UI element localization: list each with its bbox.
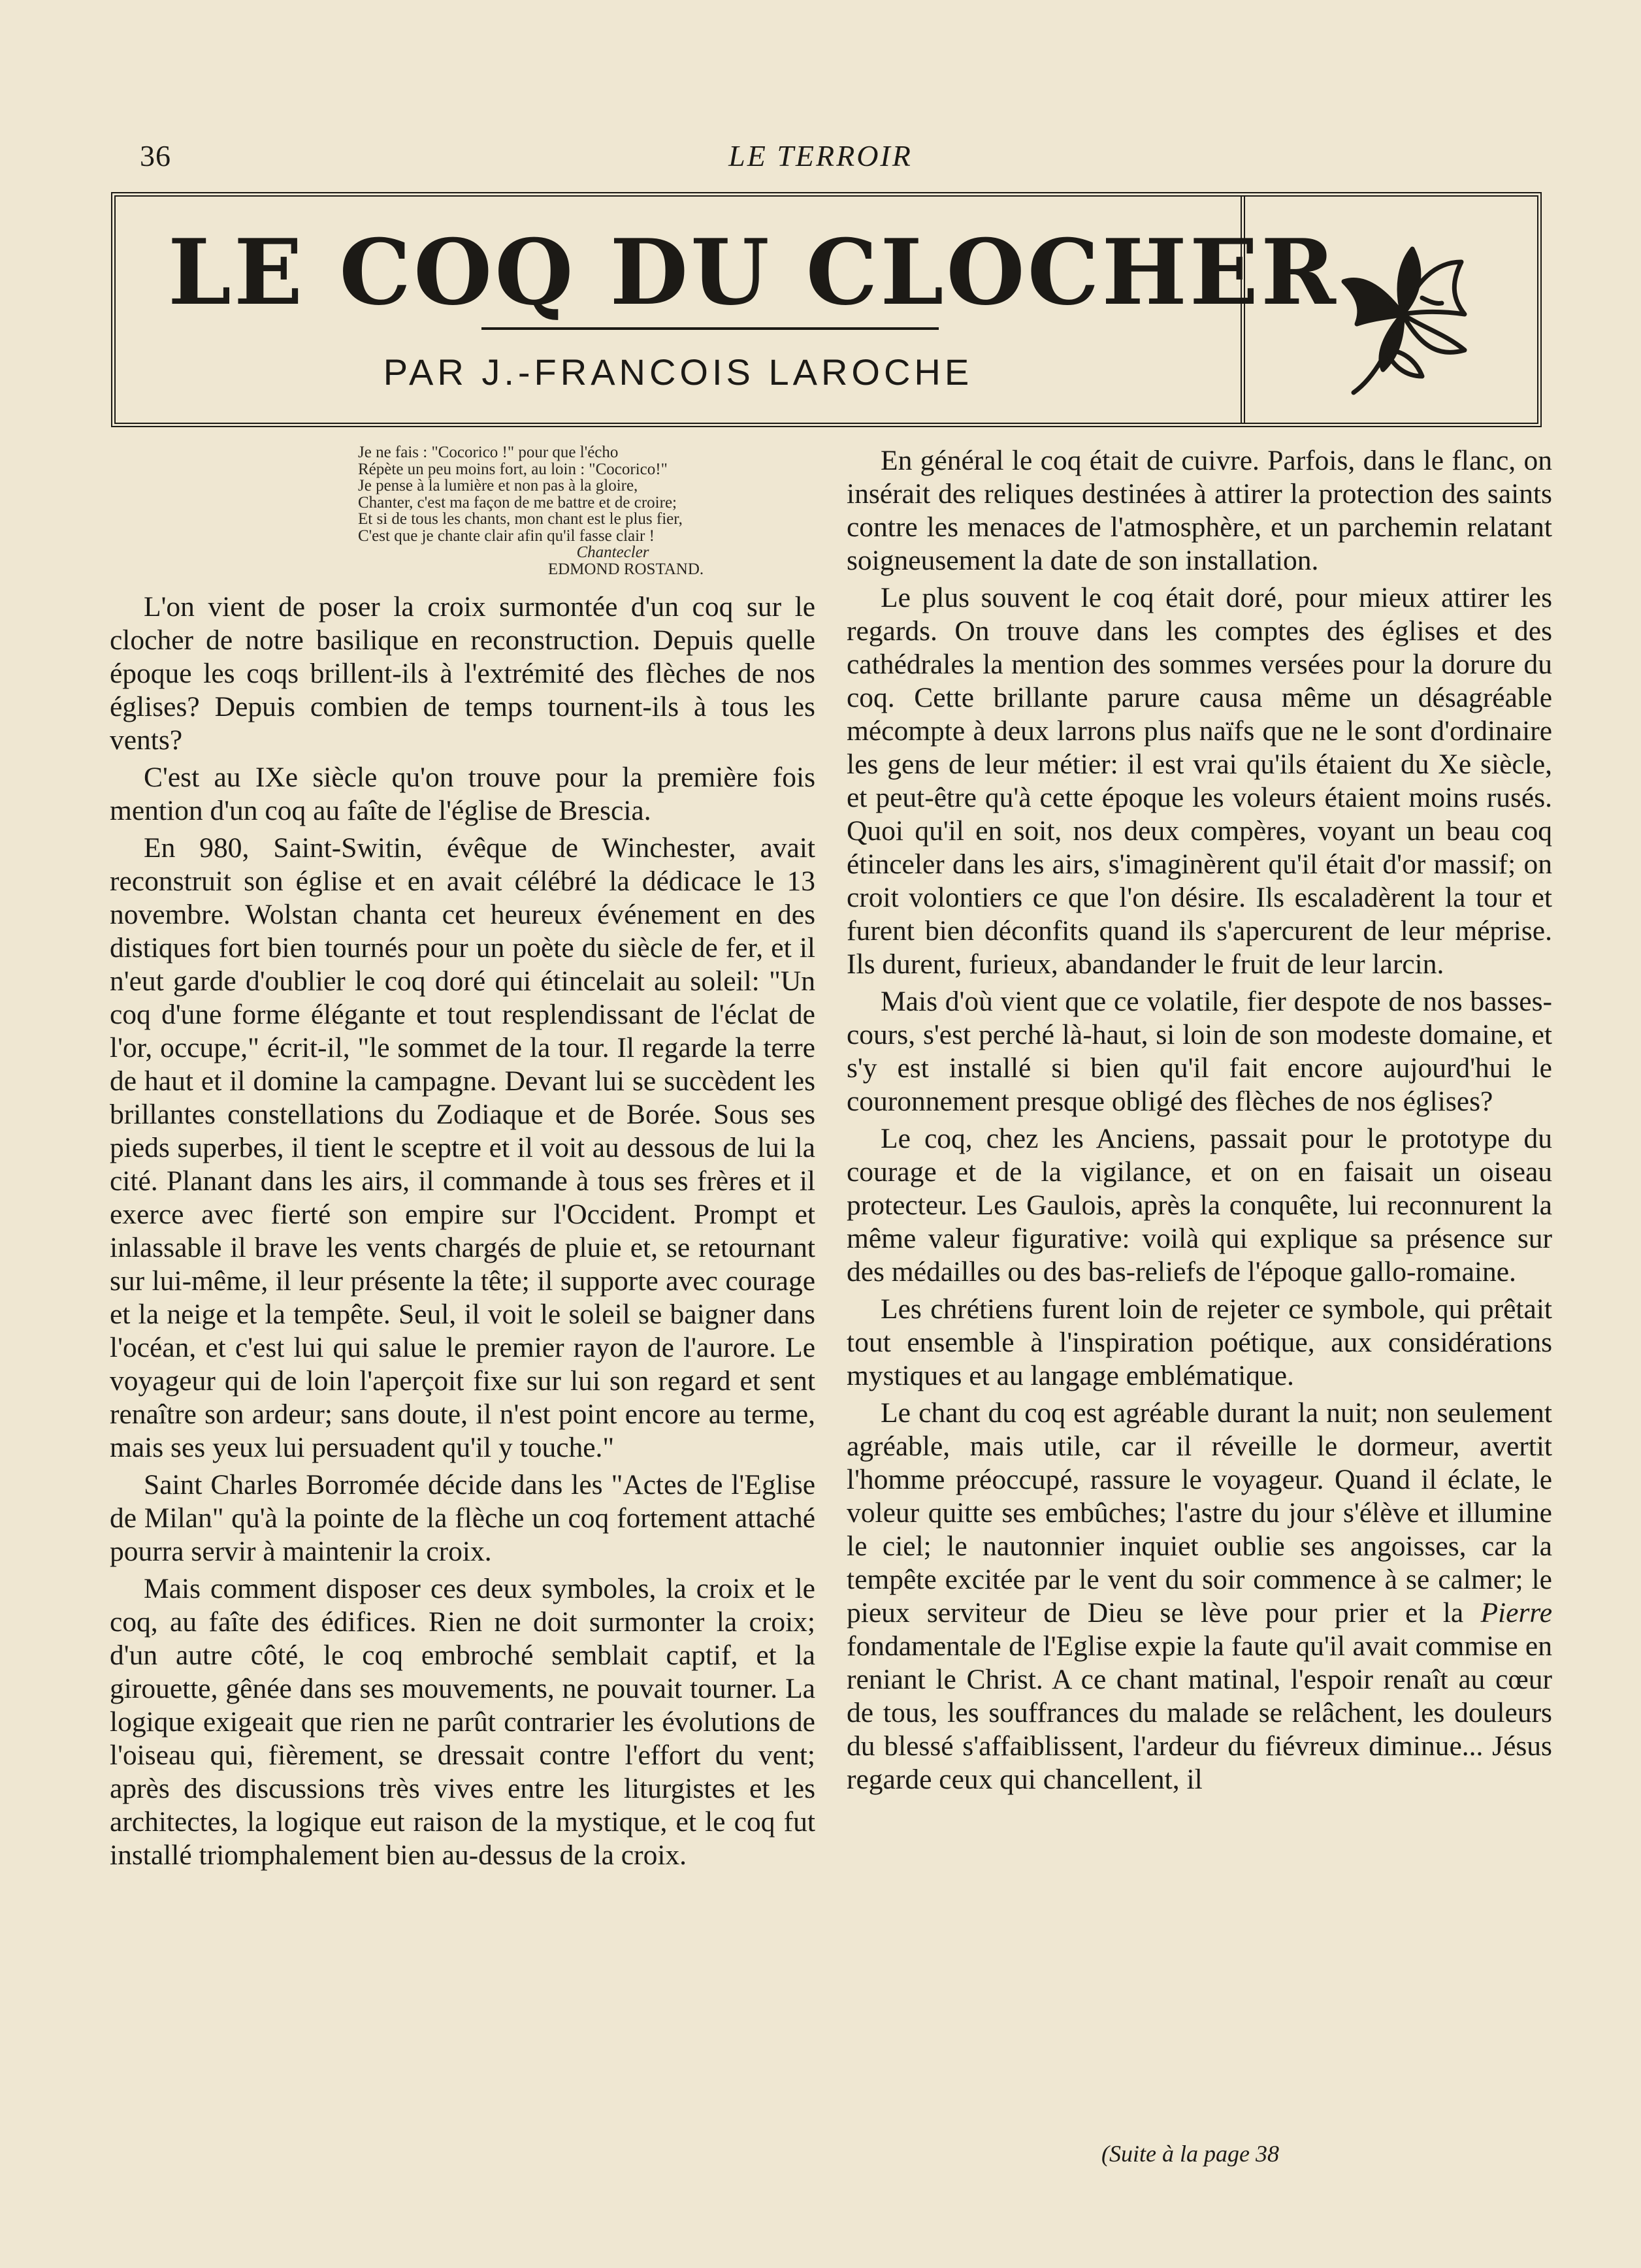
running-head: LE TERROIR [728, 139, 913, 172]
byline: PAR J.-FRANCOIS LAROCHE [383, 351, 973, 393]
epigraph-source: Chantecler [576, 543, 649, 561]
flower-icon [1324, 236, 1481, 399]
paragraph: Mais comment disposer ces deux symboles, la croix et le coq, au faîte des édifices. Rien ne doit surmonter la croix; d'un autre côté, le coq embroché semblait captif, et la girouette, gênée dans ses mouvements, ne pouvait tourner. La logique exigeait que rien ne parût contrarier les évolutions de l'oiseau qui, fièrement, se dressait contre l'effort du vent; après des discussions très vives entre les liturgistes et les architectes, la logique eut raison de la mystique, et le coq fut installé triomphalement bien au-dessus de la croix. [110, 1573, 815, 1871]
epigraph-line: Je pense à la lumière et non pas à la gloire, [358, 477, 638, 494]
article-header [111, 192, 1542, 427]
epigraph-line: Chanter, c'est ma façon de me battre et de croire; [358, 493, 677, 511]
epigraph-line: Répète un peu moins fort, au loin : "Cocorico!" [358, 460, 668, 478]
paragraph: Le plus souvent le coq était doré, pour mieux attirer les regards. On trouve dans les comptes des églises et des cathédrales la mention des sommes versées pour la dorure du coq. Cette brillante parure causa même un désagréable mécompte à deux larrons plus naïfs que ne le sont d'ordinaire les gens de leur métier: il est vrai qu'ils étaient du Xe siècle, et peut-être qu'à cette époque les voleurs étaient moins rusés. Quoi qu'il en soit, nos deux compères, voyant un beau coq étinceler dans les airs, s'imaginèrent qu'il était d'or massif; on croit volontiers ce que l'on désire. Ils escaladèrent la tour et furent bien déconfits quand ils s'apercurent de leur méprise. Ils durent, furieux, abandander le fruit de leur larcin. [847, 582, 1552, 980]
article-title: LE COQ DU CLOCHER [168, 219, 1339, 325]
paragraph-text: fondamentale de l'Eglise expie la faute qu'il avait commise en reniant le Christ. A ce chant matinal, l'espoir renaît au cœur de tous, les souffrances du malade se relâchent, les douleurs du blessé s'affaiblissent, l'ardeur du fiévreux diminue... Jésus regarde ceux qui chancellent, il [847, 1630, 1552, 1795]
left-column [110, 444, 815, 1876]
emphasized-word: Pierre [1480, 1597, 1552, 1628]
epigraph [358, 444, 815, 577]
epigraph-line: Je ne fais : "Cocorico !" pour que l'écho [358, 444, 619, 461]
paragraph: L'on vient de poser la croix surmontée d'un coq sur le clocher de notre basilique en reconstruction. Depuis quelle époque les coqs brillent-ils à l'extrémité des flèches de nos églises? Depuis combien de temps tournent-ils à tous les vents? [110, 591, 815, 756]
paragraph: En général le coq était de cuivre. Parfois, dans le flanc, on insérait des reliques destinées à attirer la protection des saints contre les menaces de l'atmosphère, et un parchemin relatant soigneusement la date de son installation. [847, 445, 1552, 576]
epigraph-line: C'est que je chante clair afin qu'il fasse clair ! [358, 526, 655, 545]
header-divider [1241, 197, 1245, 423]
title-rule [481, 327, 939, 330]
paragraph-text: Le chant du coq est agréable durant la nuit; non seulement agréable, mais utile, car il réveille le dormeur, avertit l'homme préoccupé, rassure le voyageur. Quand il éclate, le voleur quitte ses embûches; l'astre du jour s'élève et illumine le ciel; le nautonnier inquiet oublie ses angoisses, car la tempête excitée par le vent du soir commence à se calmer; le pieux serviteur de Dieu se lève pour prier et la [847, 1397, 1552, 1628]
paragraph: Le coq, chez les Anciens, passait pour le prototype du courage et de la vigilance, et on en faisait un oiseau protecteur. Les Gaulois, après la conquête, lui reconnurent la même valeur figurative: voilà qui explique sa présence sur des médailles ou des bas-reliefs de l'époque gallo-romaine. [847, 1123, 1552, 1288]
right-column [847, 444, 1552, 1800]
epigraph-line: Et si de tous les chants, mon chant est le plus fier, [358, 510, 683, 528]
paragraph: Mais d'où vient que ce volatile, fier despote de nos basses-cours, s'est perché là-haut, si loin de son modeste domaine, et s'y est installé si bien qu'il fait encore aujourd'hui le couronnement presque obligé des flèches de nos églises? [847, 986, 1552, 1117]
epigraph-author: EDMOND ROSTAND. [547, 560, 704, 578]
paragraph: Saint Charles Borromée décide dans les "Actes de l'Eglise de Milan" qu'à la pointe de la flèche un coq fortement attaché pourra servir à maintenir la croix. [110, 1469, 815, 1567]
paragraph: En 980, Saint-Switin, évêque de Winchester, avait reconstruit son église et en avait célébré la dédicace le 13 novembre. Wolstan chanta cet heureux événement en des distiques fort bien tournés pour un poète du siècle de fer, et il n'eut garde d'oublier le coq doré qui étincelait au soleil: "Un coq d'une forme élégante et tout resplendissant de l'éclat de l'or, occupe," écrit-il, "le sommet de la tour. Il regarde la terre de haut et il domine la campagne. Devant lui se succèdent les brillantes constellations du Zodiaque et de Borée. Sous ses pieds superbes, il tient le sceptre et il voit au dessous de lui la cité. Planant dans les airs, il commande à tous ses frères et il exerce avec fierté son empire sur l'Occident. Prompt et inlassable il brave les vents chargés de pluie et, se retournant sur lui-même, il leur présente la tête; il supporte avec courage et la neige et la tempête. Seul, il voit le soleil se baigner dans l'océan, et c'est lui qui salue le premier rayon de l'aurore. Le voyageur qui de loin l'aperçoit fixe sur lui son regard et sent renaître son ardeur; sans doute, il n'est point encore au terme, mais ses yeux lui persuadent qu'il y touche." [110, 832, 815, 1463]
paragraph [847, 1397, 1552, 1796]
continued-note: (Suite à la page 38 [1101, 2141, 1279, 2167]
page-number: 36 [140, 139, 171, 172]
paragraph: Les chrétiens furent loin de rejeter ce symbole, qui prêtait tout ensemble à l'inspiration poétique, aux considérations mystiques et au langage emblématique. [847, 1293, 1552, 1391]
paragraph: C'est au IXe siècle qu'on trouve pour la première fois mention d'un coq au faîte de l'église de Brescia. [110, 762, 815, 826]
